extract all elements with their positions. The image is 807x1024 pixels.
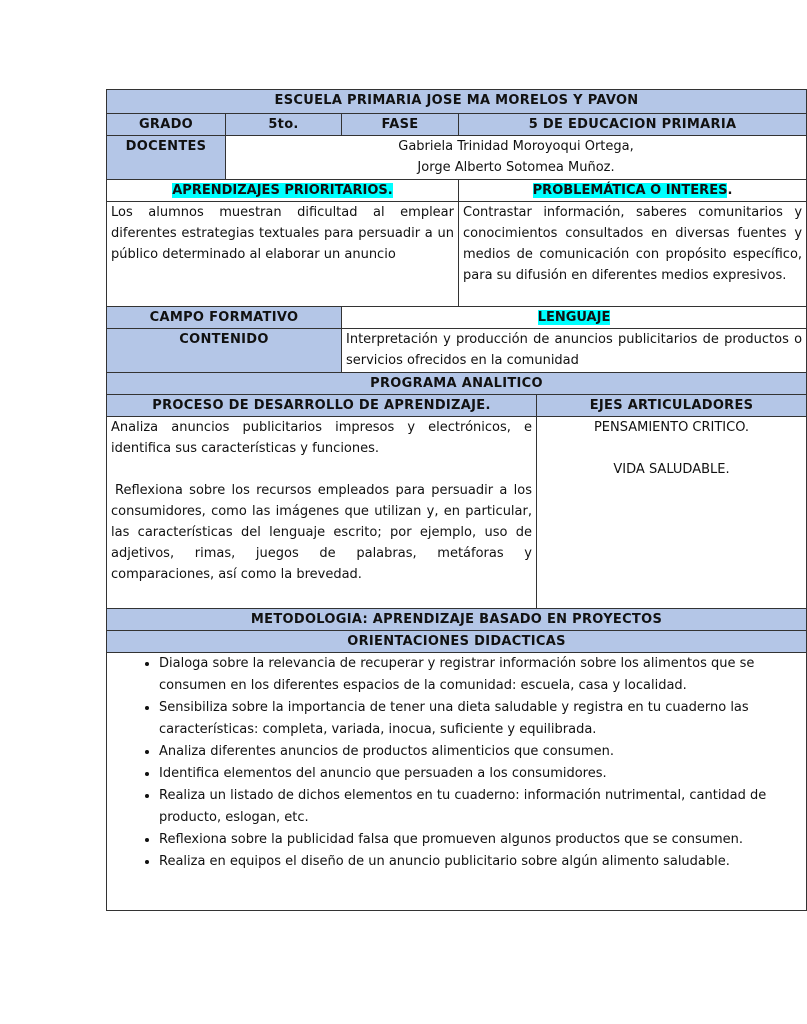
eje-1: PENSAMIENTO CRITICO. (593, 420, 750, 435)
docente-1: Gabriela Trinidad Moroyoqui Ortega, (398, 139, 634, 154)
metodologia: METODOLOGIA: APRENDIZAJE BASADO EN PROYECTOS (107, 609, 807, 631)
proceso-paragraph-2: Reflexiona sobre los recursos empleados para persuadir a los consumidores, como las imágenes que utilizan y, en particular, las características del lenguaje escrito; por ejemplo, uso de adjetivos, rimas, juegos de palabras, metáforas y comparaciones, así como la brevedad. (111, 483, 532, 582)
aprendizajes-header (107, 180, 459, 202)
programa-analitico: PROGRAMA ANALITICO (107, 373, 807, 395)
list-item: • Realiza un listado de dichos elementos en tu cuaderno: información nutrimental, cantidad de producto, eslogan, etc. (159, 785, 802, 829)
proceso-paragraph-1: Analiza anuncios publicitarios impresos y electrónicos, e identifica sus características y funciones. (111, 420, 532, 456)
list-item: • Analiza diferentes anuncios de productos alimenticios que consumen. (159, 741, 802, 763)
campo-value: LENGUAJE (537, 310, 611, 325)
orientaciones-list (111, 653, 802, 873)
fase-value: 5 DE EDUCACION PRIMARIA (459, 114, 807, 136)
list-item: • Sensibiliza sobre la importancia de tener una dieta saludable y registra en tu cuaderno las características: completa, variada, inocua, suficiente y equilibrada. (159, 697, 802, 741)
ejes-cell (537, 417, 807, 609)
problematica-title: PROBLEMÁTICA O INTERES (532, 183, 728, 198)
docentes-label: DOCENTES (107, 136, 226, 180)
contenido-label: CONTENIDO (107, 329, 342, 373)
contenido-text: Interpretación y producción de anuncios publicitarios de productos o servicios ofrecidos en la comunidad (342, 329, 807, 373)
problematica-dot: . (727, 183, 733, 198)
list-item: • Realiza en equipos el diseño de un anuncio publicitario sobre algún alimento saludable. (159, 851, 802, 873)
planning-table (106, 89, 807, 911)
fase-label: FASE (342, 114, 459, 136)
docentes-list (226, 136, 807, 180)
campo-label: CAMPO FORMATIVO (107, 307, 342, 329)
eje-2: VIDA SALUDABLE. (613, 462, 730, 477)
proceso-cell (107, 417, 537, 609)
aprendizajes-title: APRENDIZAJES PRIORITARIOS. (172, 183, 393, 198)
problematica-text: Contrastar información, saberes comunitarios y conocimientos consultados en diversas fuentes y medios de comunicación con propósito específico, para su difusión en diferentes medios expresivos. (459, 202, 807, 307)
list-item: • Reflexiona sobre la publicidad falsa que promueven algunos productos que se consumen. (159, 829, 802, 851)
school-name: ESCUELA PRIMARIA JOSE MA MORELOS Y PAVON (107, 90, 807, 114)
docente-2: Jorge Alberto Sotomea Muñoz. (417, 160, 615, 175)
list-item: • Dialoga sobre la relevancia de recuperar y registrar información sobre los alimentos que se consumen en los diferentes espacios de la comunidad: escuela, casa y localidad. (159, 653, 802, 697)
orientaciones-didacticas: ORIENTACIONES DIDACTICAS (107, 631, 807, 653)
proceso-label: PROCESO DE DESARROLLO DE APRENDIZAJE. (107, 395, 537, 417)
aprendizajes-text: Los alumnos muestran dificultad al emplear diferentes estrategias textuales para persuadir a un público determinado al elaborar un anuncio (107, 202, 459, 307)
list-item: • Identifica elementos del anuncio que persuaden a los consumidores. (159, 763, 802, 785)
problematica-header (459, 180, 807, 202)
orientaciones-cell (107, 653, 807, 911)
campo-cell (342, 307, 807, 329)
grado-label: GRADO (107, 114, 226, 136)
grado-value: 5to. (226, 114, 342, 136)
ejes-label: EJES ARTICULADORES (537, 395, 807, 417)
